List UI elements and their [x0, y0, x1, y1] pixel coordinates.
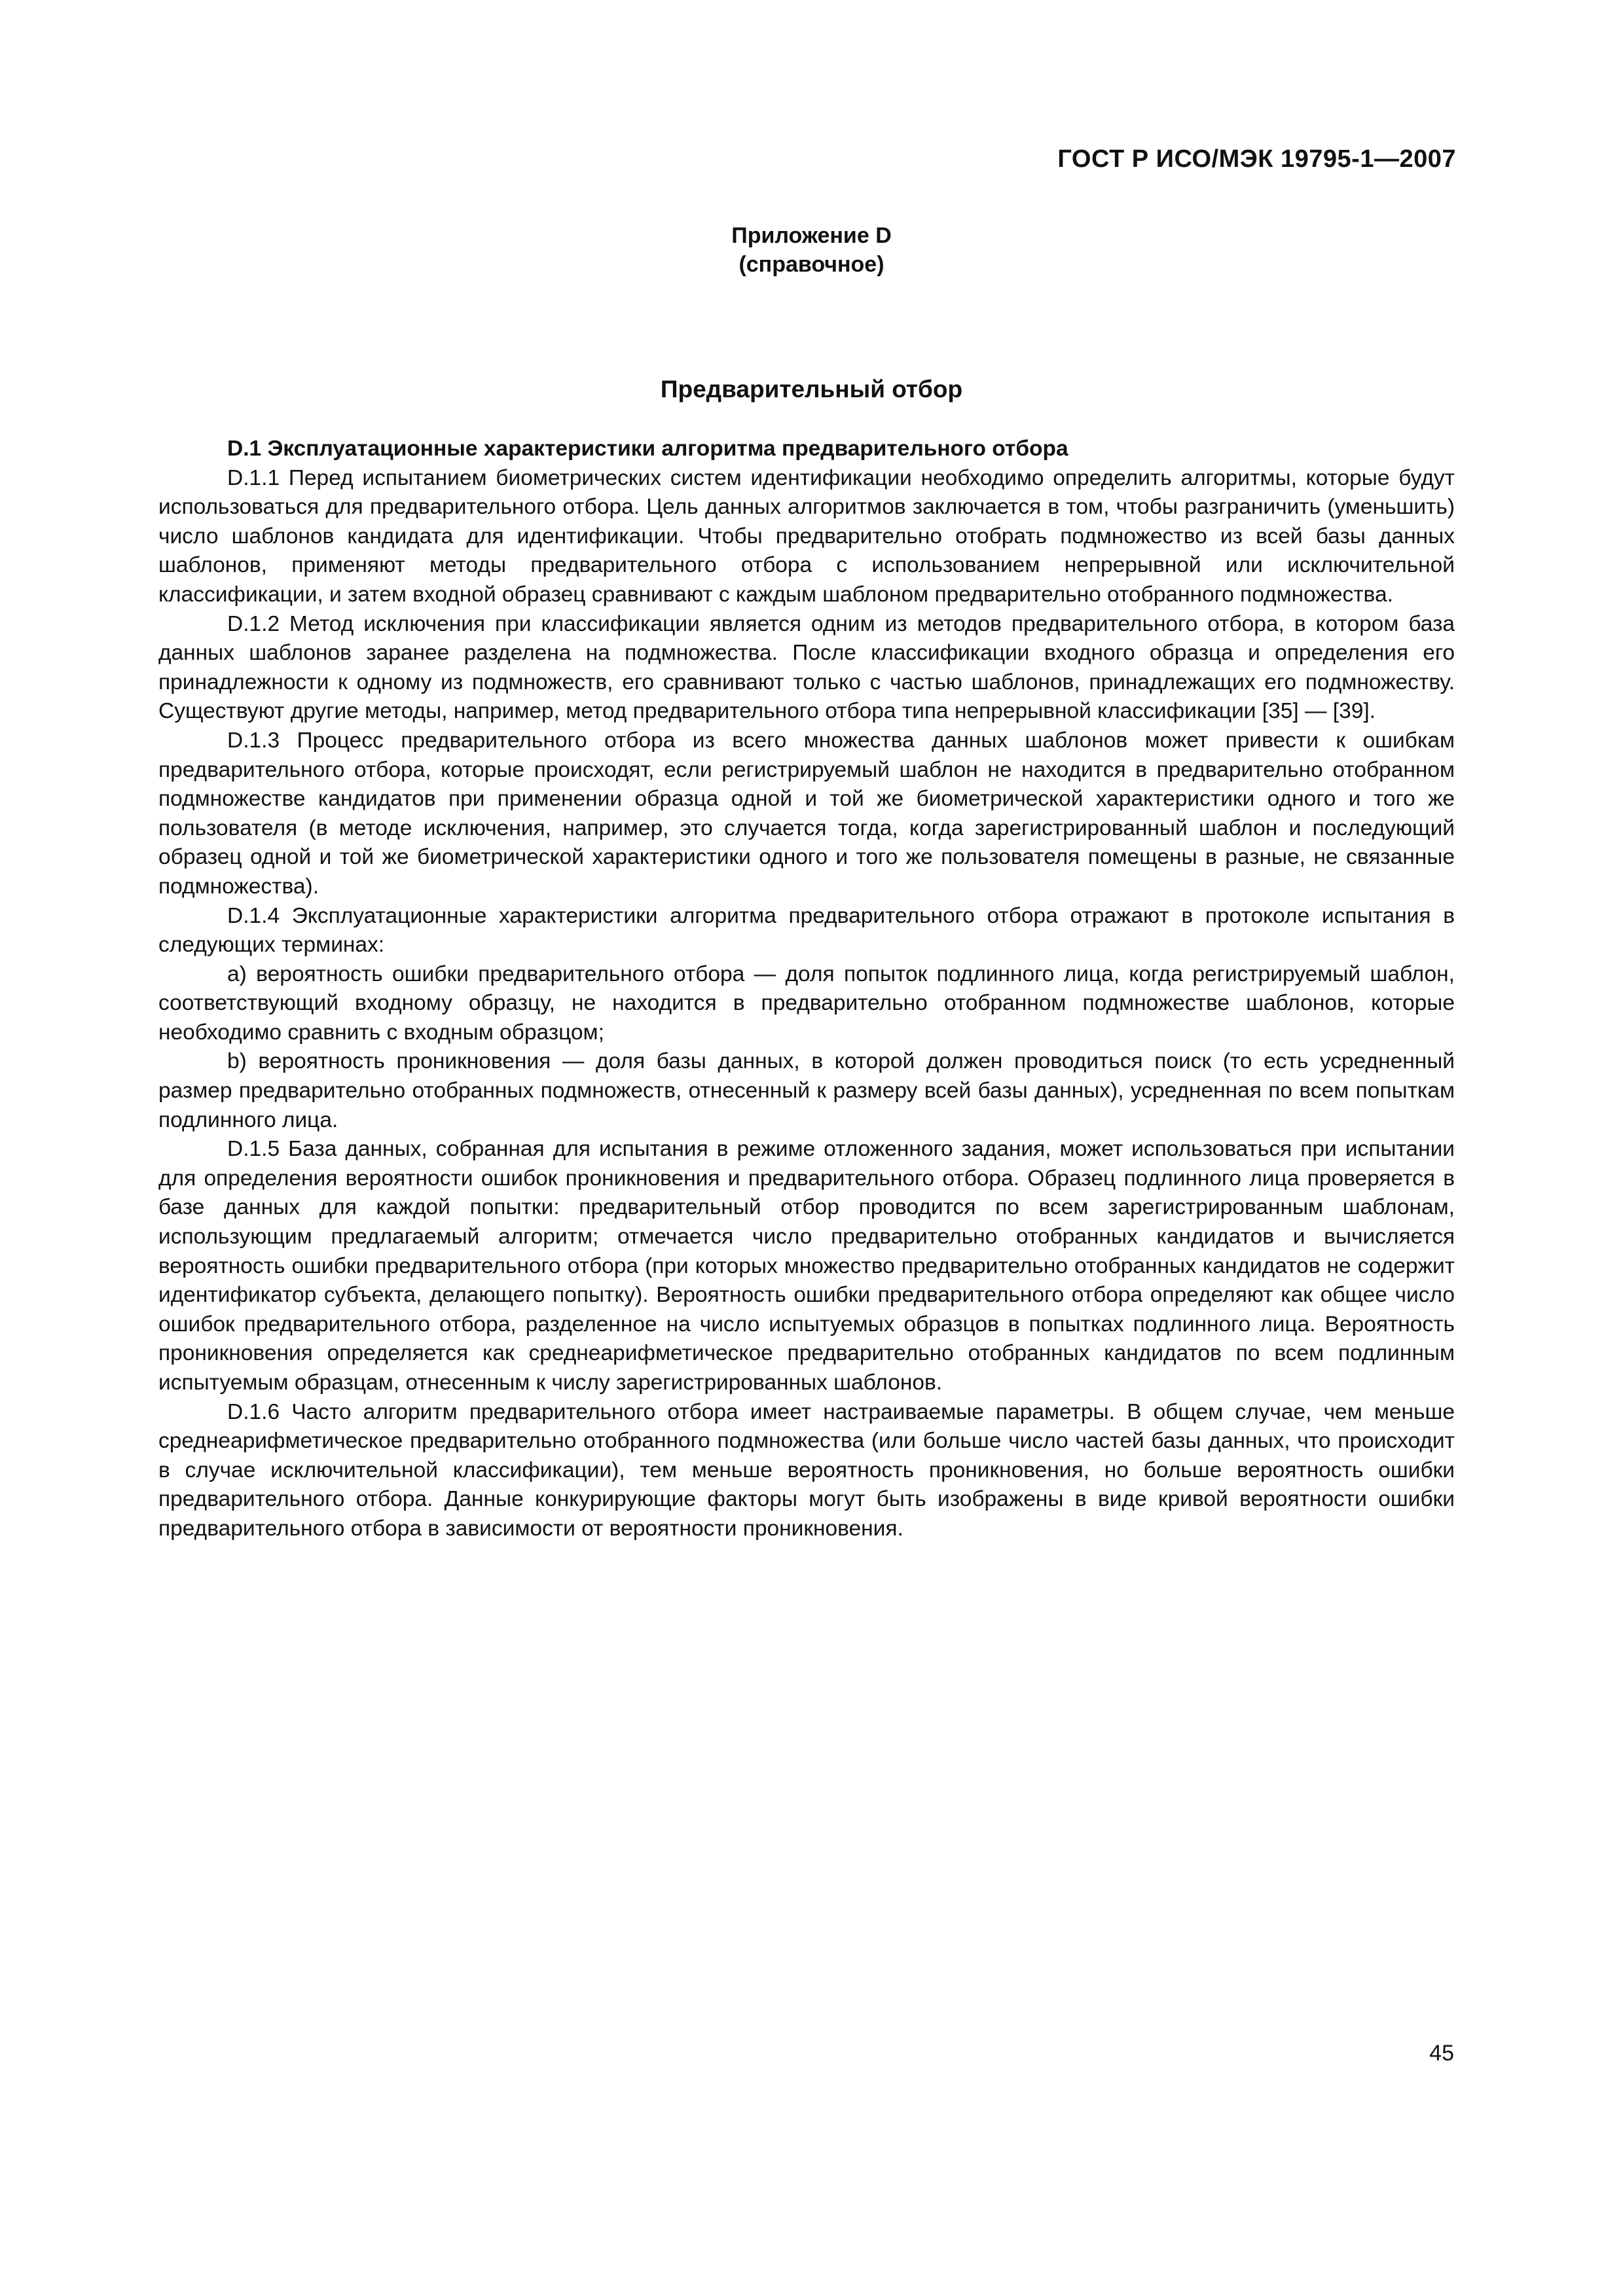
paragraph-d-1-4: D.1.4 Эксплуатационные характеристики алгоритма предварительного отбора отражают в протоколе испытания в следующих терминах:	[158, 903, 1455, 958]
standard-code: ГОСТ Р ИСО/МЭК 19795-1—2007	[1057, 145, 1456, 173]
paragraph-d-1-5: D.1.5 База данных, собранная для испытания в режиме отложенного задания, может использоваться при испытании для определения вероятности ошибок проникновения и предварительного отбора. Образец подлинного лица проверяется в базе данных для каждой попытки: предварительный отбор проводится по всем зарегистрированным шаблонам, использующим предлагаемый алгоритм; отмечается число предварительно отобранных кандидатов и вычисляется вероятность ошибки предварительного отбора (при которых множество предварительно отобранных кандидатов не содержит идентификатор субъекта, делающего попытку). Вероятность ошибки предварительного отбора определяют как общее число ошибок предварительного отбора, разделенное на число испытуемых образцов в попытках подлинного лица. Вероятность проникновения определяется как среднеарифметическое предварительно отобранных кандидатов по всем подлинным испытуемым образцам, отнесенным к числу зарегистрированных шаблонов.	[158, 1137, 1455, 1395]
appendix-heading	[0, 221, 1623, 279]
list-item-a: a) вероятность ошибки предварительного отбора — доля попыток подлинного лица, когда регистрируемый шаблон, соответствующий входному образцу, не находится в предварительно отобранном подмножестве шаблонов, которые необходимо сравнить с входным образцом;	[158, 961, 1455, 1045]
list-item-b: b) вероятность проникновения — доля базы данных, в которой должен проводиться поиск (то есть усредненный размер предварительно отобранных подмножеств, отнесенный к размеру всей базы данных), усредненная по всем попыткам подлинного лица.	[158, 1049, 1455, 1132]
paragraph-d-1-3: D.1.3 Процесс предварительного отбора из всего множества данных шаблонов может привести к ошибкам предварительного отбора, которые происходят, если регистрируемый шаблон не находится в предварительно отобранном подмножестве кандидатов при применении образца одной и той же биометрической характеристики одного и того же пользователя (в методе исключения, например, это случается тогда, когда зарегистрированный шаблон и последующий образец одной и той же биометрической характеристики одного и того же пользователя помещены в разные, не связанные подмножества).	[158, 728, 1455, 899]
appendix-title: Приложение D	[731, 223, 892, 248]
paragraph-d-1-1: D.1.1 Перед испытанием биометрических систем идентификации необходимо определить алгоритмы, которые будут использоваться для предварительного отбора. Цель данных алгоритмов заключается в том, чтобы разграничить (уменьшить) число шаблонов кандидата для идентификации. Чтобы предварительно отобрать подмножество из всей базы данных шаблонов, применяют методы предварительного отбора с использованием непрерывной или исключительной классификации, и затем входной образец сравнивают с каждым шаблоном предварительно отобранного подмножества.	[158, 465, 1455, 607]
section-title: Предварительный отбор	[660, 376, 963, 403]
subsection-heading: D.1 Эксплуатационные характеристики алгоритма предварительного отбора	[227, 437, 1068, 461]
paragraph-d-1-2: D.1.2 Метод исключения при классификации является одним из методов предварительного отбора, в котором база данных шаблонов заранее разделена на подмножества. После классификации входного образца и определения его принадлежности к одному из подмножеств, его сравнивают только с частью шаблонов, принадлежащих его подмножеству. Существуют другие методы, например, метод предварительного отбора типа непрерывной классификации [35] — [39].	[158, 611, 1455, 724]
page-number: 45	[1429, 2041, 1454, 2066]
paragraph-d-1-6: D.1.6 Часто алгоритм предварительного отбора имеет настраиваемые параметры. В общем случае, чем меньше среднеарифметическое предварительно отобранного подмножества (или больше число частей базы данных, что происходит в случае исключительной классификации), тем меньше вероятность проникновения, но больше вероятность ошибки предварительного отбора. Данные конкурирующие факторы могут быть изображены в виде кривой вероятности ошибки предварительного отбора в зависимости от вероятности проникновения.	[158, 1399, 1455, 1541]
document-body	[158, 435, 1455, 1544]
appendix-type: (справочное)	[739, 252, 884, 277]
